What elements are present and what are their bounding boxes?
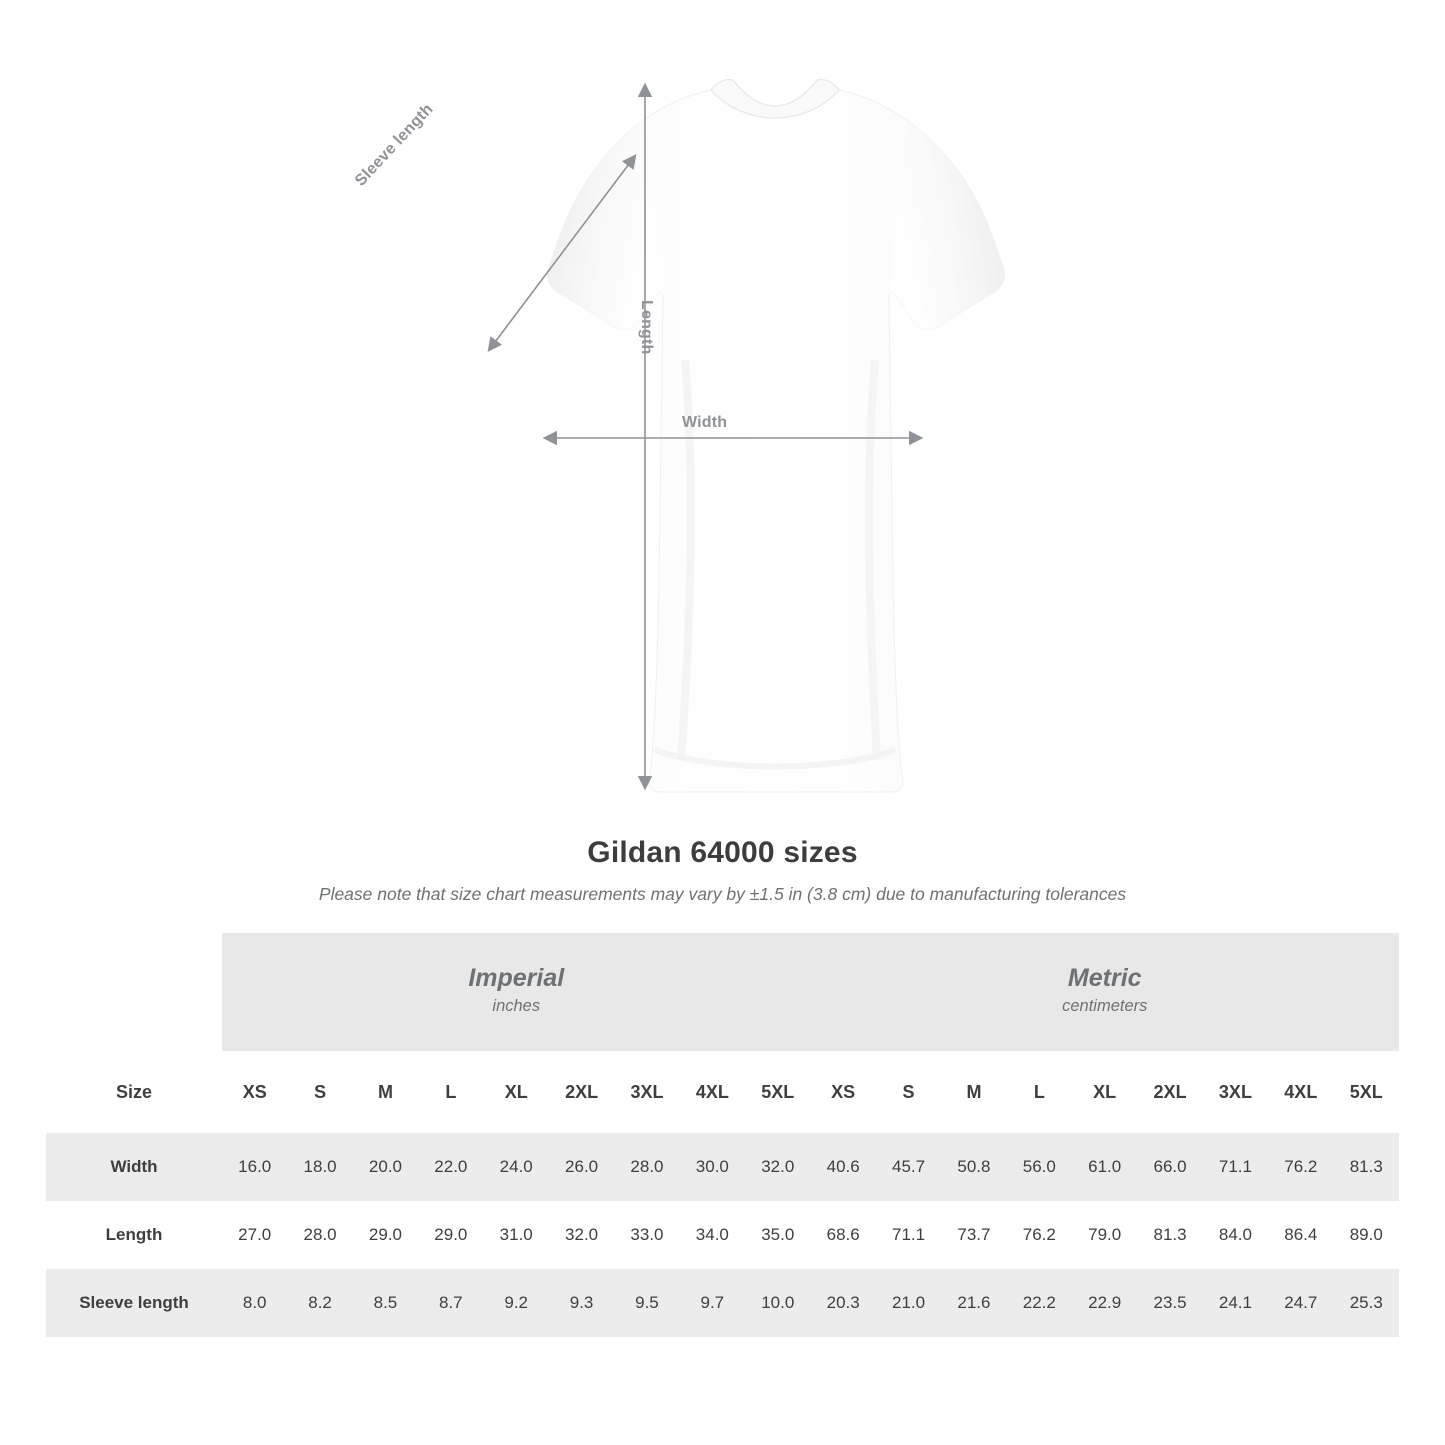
size-table-wrapper [0,933,1445,1337]
size-table [46,933,1399,1337]
row-label-width: Width [46,1133,222,1201]
cell-width: 40.6 [811,1133,876,1201]
table-row [46,1269,1399,1337]
cell-sleeve-length: 25.3 [1334,1269,1400,1337]
cell-length: 89.0 [1334,1201,1400,1269]
cell-sleeve-length: 23.5 [1137,1269,1202,1337]
cell-sleeve-length: 8.7 [418,1269,483,1337]
cell-length: 81.3 [1137,1201,1202,1269]
cell-width: 76.2 [1268,1133,1333,1201]
cell-sleeve-length: 24.1 [1203,1269,1268,1337]
cell-sleeve-length: 22.2 [1007,1269,1072,1337]
cell-length: 29.0 [418,1201,483,1269]
cell-sleeve-length: 8.5 [353,1269,418,1337]
size-header-cell: XS [222,1051,287,1133]
cell-sleeve-length: 10.0 [745,1269,810,1337]
size-header-cell: 2XL [549,1051,614,1133]
table-row-sizes [46,1051,1399,1133]
annotation-length: Length [638,300,655,355]
size-header-cell: 3XL [1203,1051,1268,1133]
cell-length: 27.0 [222,1201,287,1269]
size-header-cell: 2XL [1137,1051,1202,1133]
size-header-cell: M [353,1051,418,1133]
size-header-cell: L [1007,1051,1072,1133]
cell-width: 28.0 [614,1133,679,1201]
cell-length: 76.2 [1007,1201,1072,1269]
table-row [46,1201,1399,1269]
size-header-cell: 3XL [614,1051,679,1133]
cell-sleeve-length: 9.7 [680,1269,745,1337]
cell-length: 73.7 [941,1201,1006,1269]
cell-sleeve-length: 9.2 [484,1269,549,1337]
row-label-length: Length [46,1201,222,1269]
unit-unit-metric: centimeters [1062,997,1148,1016]
tolerance-note: Please note that size chart measurements may vary by ±1.5 in (3.8 cm) due to manufacturing tolerances [318,884,1127,904]
cell-sleeve-length: 9.3 [549,1269,614,1337]
size-header-cell: XS [811,1051,876,1133]
cell-length: 31.0 [484,1201,549,1269]
tshirt-graphic [355,60,1095,820]
unit-header-imperial [222,933,810,1051]
cell-length: 84.0 [1203,1201,1268,1269]
title-block [0,836,1445,905]
size-header-cell: S [287,1051,352,1133]
table-row [46,1133,1399,1201]
unit-header-corner [46,933,222,1051]
size-header-cell: XL [1072,1051,1137,1133]
cell-width: 20.0 [353,1133,418,1201]
cell-sleeve-length: 24.7 [1268,1269,1333,1337]
cell-width: 22.0 [418,1133,483,1201]
size-header-cell: 5XL [1334,1051,1400,1133]
cell-width: 18.0 [287,1133,352,1201]
cell-length: 68.6 [811,1201,876,1269]
cell-sleeve-length: 9.5 [614,1269,679,1337]
size-header-cell: 4XL [1268,1051,1333,1133]
size-header-cell: 5XL [745,1051,810,1133]
size-header-cell: S [876,1051,941,1133]
cell-width: 26.0 [549,1133,614,1201]
cell-width: 45.7 [876,1133,941,1201]
cell-sleeve-length: 8.2 [287,1269,352,1337]
page-title: Gildan 64000 sizes [587,836,858,869]
cell-width: 30.0 [680,1133,745,1201]
cell-width: 32.0 [745,1133,810,1201]
cell-length: 29.0 [353,1201,418,1269]
cell-length: 35.0 [745,1201,810,1269]
cell-length: 34.0 [680,1201,745,1269]
unit-system-imperial: Imperial [468,964,565,993]
cell-length: 71.1 [876,1201,941,1269]
size-header-cell: M [941,1051,1006,1133]
cell-length: 86.4 [1268,1201,1333,1269]
cell-length: 33.0 [614,1201,679,1269]
row-label-size: Size [46,1051,222,1133]
annotation-width: Width [682,414,728,431]
cell-width: 50.8 [941,1133,1006,1201]
cell-sleeve-length: 21.6 [941,1269,1006,1337]
size-header-cell: XL [484,1051,549,1133]
cell-sleeve-length: 21.0 [876,1269,941,1337]
cell-sleeve-length: 22.9 [1072,1269,1137,1337]
cell-length: 28.0 [287,1201,352,1269]
cell-length: 79.0 [1072,1201,1137,1269]
cell-width: 16.0 [222,1133,287,1201]
cell-sleeve-length: 20.3 [811,1269,876,1337]
cell-width: 71.1 [1203,1133,1268,1201]
table-row-unit-header [46,933,1399,1051]
size-header-cell: L [418,1051,483,1133]
unit-header-metric [811,933,1400,1051]
cell-width: 81.3 [1334,1133,1400,1201]
row-label-sleeve-length: Sleeve length [46,1269,222,1337]
cell-width: 61.0 [1072,1133,1137,1201]
unit-system-metric: Metric [1067,964,1142,993]
cell-width: 56.0 [1007,1133,1072,1201]
cell-width: 24.0 [484,1133,549,1201]
unit-unit-imperial: inches [492,997,541,1016]
cell-length: 32.0 [549,1201,614,1269]
cell-width: 66.0 [1137,1133,1202,1201]
annotation-sleeve-length: Sleeve length [352,100,437,190]
cell-sleeve-length: 8.0 [222,1269,287,1337]
size-header-cell: 4XL [680,1051,745,1133]
